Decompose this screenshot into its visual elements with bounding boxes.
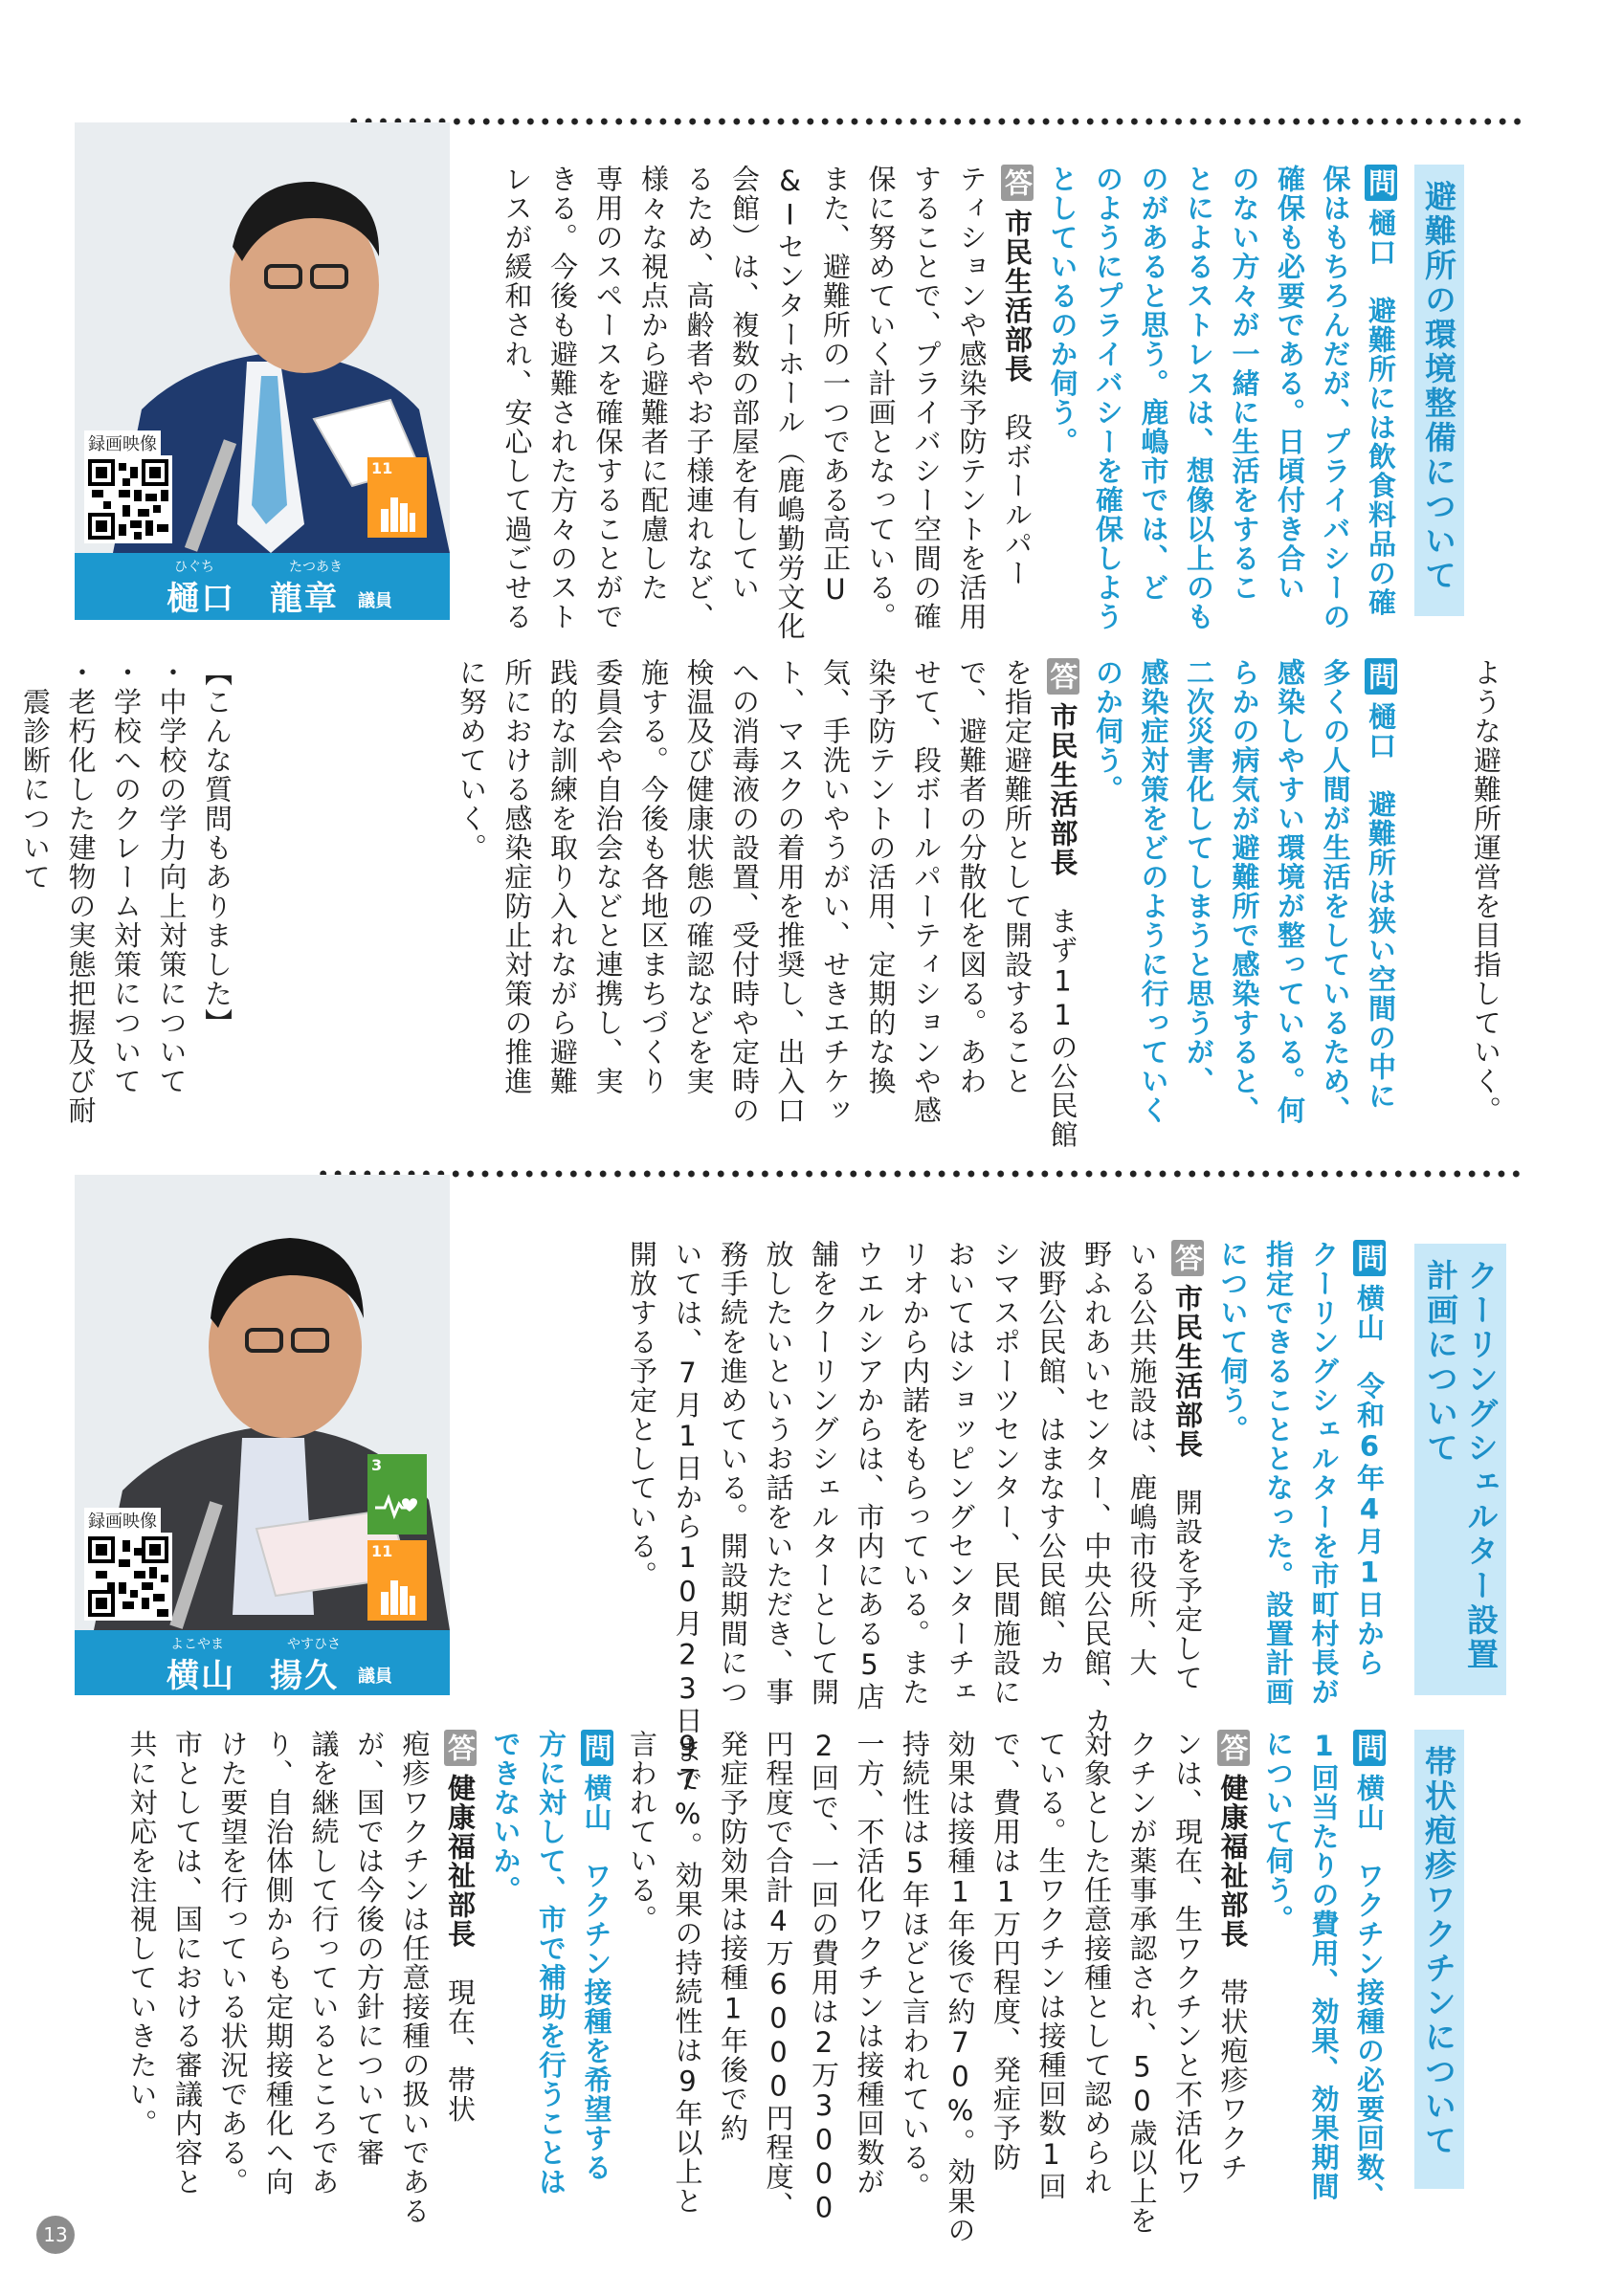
name-ruby-family: ひぐち [174,560,214,575]
member-title: 議員 [358,1667,392,1687]
section-separator-middle [316,1169,1525,1179]
member-name: 横山 揚久 [167,1657,339,1695]
name-ruby-given: やすひさ [287,1637,341,1652]
member-nameplate [75,1630,450,1695]
answer-badge: 答 [1217,1730,1250,1766]
answer-badge: 答 [444,1730,477,1766]
list-item: ・老朽化した建物の実態把握及び耐 [64,658,98,1125]
member-nameplate [75,553,450,620]
shelter-qa-lower: 問樋口 避難所は狭い空間の中に 多くの人間が生活をしているため、 感染しやすい環境が整っている。何 らかの病気が避難所で感染すると、 二次災害化してしまうと思うが、 感染症対策をどのように行っていく のか伺う。 答市民生活部長 まず11の公民館 を指定避難所として開設すること で、避難者の分散化を図る。あわ せて、段ボールパーティションや感 染予防テントの活用、定期的な換 気、手洗いやうがい、せきエチケッ ト、マスクの着用を推奨し、出入口 への消毒液の設置、受付時や定時の 検温及び健康状態の確認などを実 施する。今後も各地区まちづくり 委員会や自治会などと連携し、実 践的な訓練を取り入れながら避難 所における感染症防止対策の推進 に努めていく。 [456,658,1397,1150]
member-card-higuchi [75,122,450,620]
question-badge: 問 [1353,1730,1386,1766]
section-title-shingles: 帯状疱疹ワクチンについて [1414,1730,1464,2189]
section-title-shelter: 避難所の環境整備について [1414,165,1464,616]
name-ruby-given: たつあき [289,560,343,575]
section-title-cooling: クーリングシェルター設置計画について [1414,1244,1506,1695]
section-separator-top [346,117,1525,126]
video-label: 録画映像 [84,1508,161,1533]
other-questions-heading: 【こんな質問もありました】 [201,658,233,1038]
sdg-goal-11-icon: 11 [367,457,427,538]
video-label: 録画映像 [84,430,161,455]
question-badge: 問 [1365,165,1397,201]
member-title: 議員 [358,591,392,611]
question-badge: 問 [1365,658,1397,695]
qr-code-icon[interactable] [84,455,172,543]
list-item: ・学校へのクレーム対策について [110,658,143,1096]
shelter-qa-upper: 問樋口 避難所には飲食料品の確 保はもちろんだが、プライバシーの 確保も必要である。日頃付き合い のない方々が一緒に生活をするこ とによるストレスは、想像以上のも のがあると思う。鹿嶋市では、ど のようにプライバシーを確保しよう としているのか伺う。 答市民生活部長 段ボールパー ティションや感染予防テントを活用 することで、プライバシー空間の確 保に努めていく計画となっている。 また、避難所の一つである高正U &Iセンターホール（鹿嶋勤労文化 会館）は、複数の部屋を有してい るため、高齢者やお子様連れなど、 様々な視点から避難者に配慮した 専用のスペースを確保することがで きる。今後も避難された方々のスト レスが緩和され、安心して過ごせる [500,165,1397,641]
answer-badge: 答 [1047,658,1079,695]
answer-badge: 答 [1001,165,1034,201]
list-item: ・中学校の学力向上対策について [155,658,189,1096]
list-item: 震診断について [19,658,52,892]
sdg-goal-11-icon: 11 [367,1540,427,1621]
other-questions-box [12,658,240,1125]
member-card-yokoyama [75,1175,450,1695]
question-badge: 問 [581,1730,613,1766]
cooling-qa: 問横山 令和6年4月1日から クーリングシェルターを市町村長が 指定できることとなった。設置計画 について伺う。 答市民生活部長 開設を予定して いる公共施設は、鹿嶋市役所、大 野ふれあいセンター、中央公民館、カ 波野公民館、はまなす公民館、カ シマスポーツセンター、民間施設に おいてはショッピングセンターチェ リオから内諾をもらっている。また ウエルシアからは、市内にある5店 舗をクーリングシェルターとして開 放したいというお話をいただき、事 務手続を進めている。開設期間につ いては、7月1日から10月23日まで 開放する予定としている。 [626,1240,1386,1794]
answer-badge: 答 [1171,1240,1204,1276]
question-badge: 問 [1353,1240,1386,1276]
page-number: 13 [36,2216,75,2254]
sdg-goal-3-icon: 3 [367,1454,427,1534]
shingles-qa: 問横山 ワクチン接種の必要回数、 1回当たりの費用、効果、効果期間 について伺う。 答健康福祉部長 帯状疱疹ワクチ ンは、現在、生ワクチンと不活化ワ クチンが薬事承認され、50歳以上を 対象とした任意接種として認められ ている。生ワクチンは接種回数1回 で、費用は1万円程度、発症予防 効果は接種1年後で約70%。効果の 持続性は5年ほどと言われている。 一方、不活化ワクチンは接種回数が 2回で、一回の費用は2万3000 円程度で合計4万6000円程度、 発症予防効果は接種1年後で約 97%。効果の持続性は9年以上と 言われている。 問横山 ワクチン接種を希望する 方に対して、市で補助を行うことは できないか。 答健康福祉部長 現在、帯状 疱疹ワクチンは任意接種の扱いである が、国では今後の方針について審 議を継続して行っているところであ り、自治体側からも定期接種化へ向 けた要望を行っている状況である。 市としては、国における審議内容と 共に対応を注視していきたい。 [125,1730,1386,2245]
shelter-continuation: ような避難所運営を目指していく。 [1470,658,1502,1125]
name-ruby-family: よこやま [170,1637,224,1652]
qr-code-icon[interactable] [84,1533,172,1621]
member-name: 樋口 龍章 [167,580,339,618]
